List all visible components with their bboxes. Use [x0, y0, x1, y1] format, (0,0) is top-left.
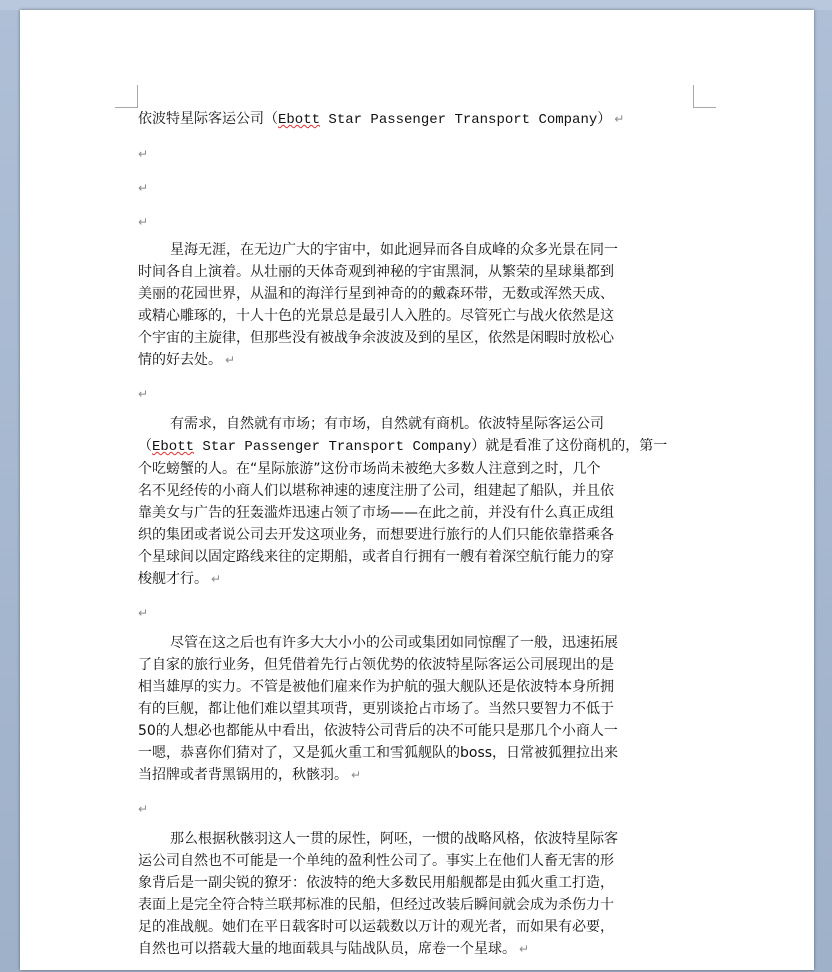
text-line: 时间各自上演着。从壮丽的天体奇观到神秘的宇宙黑洞，从繁荣的星球巢都到 [138, 264, 614, 280]
text-line: （Ebott Star Passenger Transport Company）就是看准了这份商机的，第一 [138, 438, 668, 455]
title-prefix: 依波特星际客运公司（ [138, 111, 278, 127]
text-line: 运公司自然也不可能是一个单纯的盈利性公司了。事实上在他们人畜无害的形 [138, 853, 614, 869]
document-body[interactable] [138, 108, 686, 972]
text-line: 或精心雕琢的，十人十色的光景总是最引人入胜的。尽管死亡与战火依然是这 [138, 308, 614, 324]
text-line: 星海无涯，在无边广大的宇宙中，如此迥异而各自成峰的众多光景在同一 [170, 242, 618, 258]
text-line: 个星球间以固定路线来往的定期船，或者自行拥有一艘有着深空航行能力的穿 [138, 549, 614, 565]
text-line: 象背后是一副尖锐的獠牙：依波特的绝大多数民用船舰都是由狐火重工打造， [138, 875, 614, 891]
text-line: 当招牌或者背黑锅用的，秋骸羽。 ↵ [138, 767, 362, 783]
empty-paragraph [138, 177, 686, 211]
paragraph-mark-icon: ↵ [138, 606, 149, 620]
text-line: 美丽的花园世界，从温和的海洋行星到神奇的的戴森环带，无数或浑然天成、 [138, 286, 614, 302]
empty-paragraph [138, 602, 686, 632]
text-line: 相当雄厚的实力。不管是被他们雇来作为护航的强大舰队还是依波特本身所拥 [138, 679, 614, 695]
body-paragraph-4 [138, 828, 686, 960]
paragraph-mark-icon: ↵ [138, 387, 149, 401]
text-line: 了自家的旅行业务，但凭借着先行占领优势的依波特星际客运公司展现出的是 [138, 657, 614, 673]
text-line: 靠美女与广告的狂轰滥炸迅速占领了市场——在此之前，并没有什么真正成组 [138, 505, 614, 521]
paragraph-mark-icon: ↵ [211, 572, 222, 586]
paragraph-mark-icon: ↵ [138, 181, 149, 195]
paragraph-mark-icon: ↵ [138, 215, 149, 229]
paragraph-mark-icon: ↵ [138, 802, 149, 816]
paragraph-mark-icon: ↵ [351, 768, 362, 782]
paragraph-mark-icon: ↵ [225, 353, 236, 367]
paragraph-mark-icon: ↵ [614, 112, 625, 126]
text-line: 织的集团或者说公司去开发这项业务，而想要进行旅行的人们只能依靠搭乘各 [138, 527, 614, 543]
body-paragraph-3 [138, 632, 686, 786]
text-line: 自然也可以搭载大量的地面载具与陆战队员，席卷一个星球。 ↵ [138, 941, 530, 957]
text-line: 足的准战舰。她们在平日载客时可以运载数以万计的观光者，而如果有必要， [138, 919, 614, 935]
margin-corner-mark-right [693, 85, 716, 108]
document-title [138, 108, 686, 131]
paragraph-mark-icon: ↵ [138, 147, 149, 161]
margin-corner-mark-left [115, 85, 138, 108]
body-paragraph-1 [138, 239, 686, 371]
text-line: 名不见经传的小商人们以堪称神速的速度注册了公司，组建起了船队，并且依 [138, 483, 614, 499]
text-line: 情的好去处。 ↵ [138, 352, 236, 368]
text-line: 尽管在这之后也有许多大大小小的公司或集团如同惊醒了一般，迅速拓展 [170, 635, 618, 651]
paragraph-mark-icon: ↵ [519, 942, 530, 956]
text-line: 有需求，自然就有市场；有市场，自然就有商机。依波特星际客运公司 [170, 416, 604, 432]
text-line: 梭舰才行。 ↵ [138, 571, 222, 587]
body-paragraph-2 [138, 413, 686, 590]
empty-paragraph [138, 383, 686, 413]
text-line: 个吃螃蟹的人。在“星际旅游”这份市场尚未被绝大多数人注意到之时，几个 [138, 461, 601, 477]
window-top-strip [0, 0, 832, 10]
empty-paragraph [138, 798, 686, 828]
text-line: 一嗯，恭喜你们猜对了，又是狐火重工和雪狐舰队的boss，日常被狐狸拉出来 [138, 745, 619, 761]
text-line: 有的巨舰，都让他们难以望其项背，更别谈抢占市场了。当然只要智力不低于 [138, 701, 614, 717]
title-brand-word: Ebott [278, 112, 321, 128]
text-line: 50的人想必也都能从中看出，依波特公司背后的决不可能只是那几个小商人一 [138, 723, 618, 739]
empty-paragraph [138, 211, 686, 239]
title-rest: Star Passenger Transport Company） [320, 112, 612, 128]
text-line: 那么根据秋骸羽这人一贯的尿性，阿呸，一惯的战略风格，依波特星际客 [170, 831, 618, 847]
text-line: 个宇宙的主旋律，但那些没有被战争余波波及到的星区，依然是闲暇时放松心 [138, 330, 614, 346]
text-line: 表面上是完全符合特兰联邦标准的民船，但经过改装后瞬间就会成为杀伤力十 [138, 897, 614, 913]
empty-paragraph [138, 143, 686, 177]
